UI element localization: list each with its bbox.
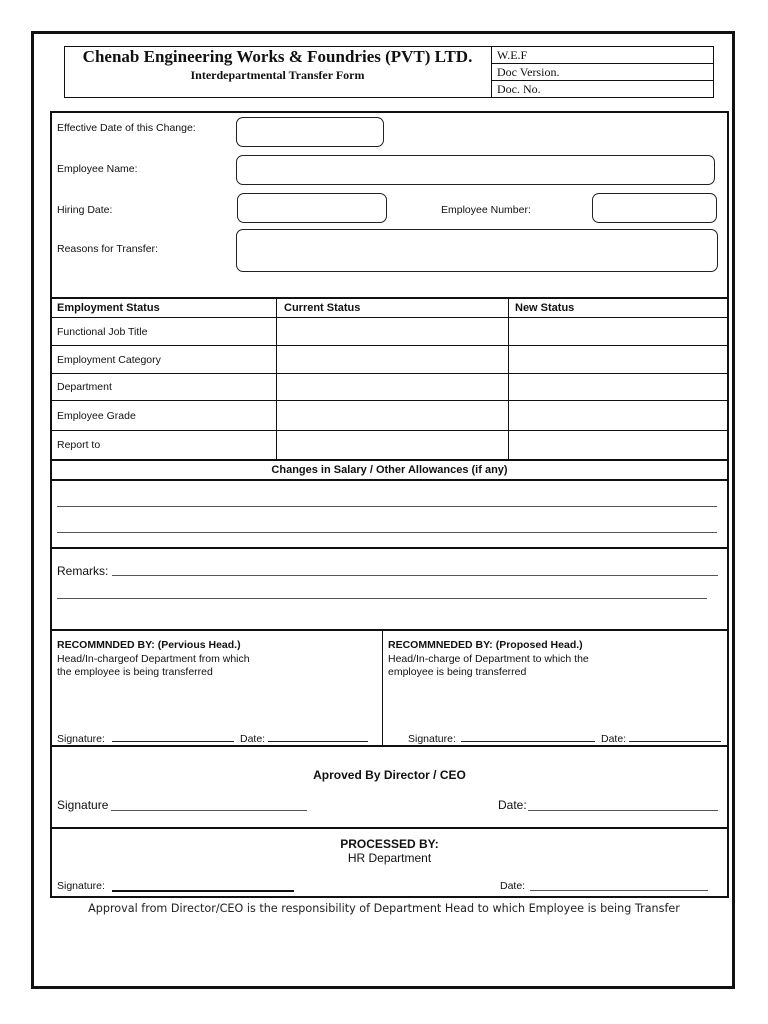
proposed-signature-label: Signature: [408,733,456,745]
col-header-new-status: New Status [515,302,575,314]
salary-header-line [50,479,729,481]
employee-name-field[interactable] [236,155,715,185]
table-top-line [50,297,729,299]
recommended-proposed-line2: employee is being transferred [388,666,527,678]
effective-date-label: Effective Date of this Change: [57,122,196,134]
approval-title: Aproved By Director / CEO [313,768,466,782]
proposed-date-label: Date: [601,733,627,745]
employee-number-field[interactable] [592,193,717,223]
processed-signature-line[interactable] [112,890,294,892]
remarks-top-line [50,547,729,549]
wef-label: W.E.F [497,48,528,62]
effective-date-field[interactable] [236,117,384,147]
remarks-label: Remarks: [57,564,109,578]
approval-top-line [50,745,729,747]
remarks-line[interactable] [57,598,707,599]
table-row-line [50,317,729,318]
table-col-line [276,298,277,460]
salary-top-line [50,459,729,461]
table-row-line [50,430,729,431]
recommend-top-line [50,629,729,631]
row-functional-job-title: Functional Job Title [57,326,148,338]
recommended-proposed-title: RECOMMNEDED BY: (Proposed Head.) [388,639,583,651]
salary-line[interactable] [57,532,717,533]
row-employee-grade: Employee Grade [57,410,136,422]
recommended-prev-line1: Head/In-chargeof Department from which [57,653,250,665]
proposed-signature-line[interactable] [461,741,595,742]
reasons-label: Reasons for Transfer: [57,243,158,255]
processed-top-line [50,827,729,829]
approval-date-label: Date: [498,798,527,812]
proposed-date-line[interactable] [629,741,721,742]
doc-version-label: Doc Version. [497,65,560,79]
processed-signature-label: Signature: [57,880,105,892]
salary-line[interactable] [57,506,717,507]
processed-date-label: Date: [500,880,526,892]
doc-no-label: Doc. No. [497,82,541,96]
prev-date-line[interactable] [268,741,368,742]
employee-number-label: Employee Number: [441,204,531,216]
recommended-prev-title: RECOMMNDED BY: (Pervious Head.) [57,639,241,651]
table-row-line [50,345,729,346]
row-department: Department [57,381,112,393]
prev-signature-line[interactable] [112,741,234,742]
recommend-divider [382,630,383,746]
recommended-proposed-line1: Head/In-charge of Department to which the [388,653,589,665]
hiring-date-field[interactable] [237,193,387,223]
employee-name-label: Employee Name: [57,163,138,175]
reasons-field[interactable] [236,229,718,272]
prev-date-label: Date: [240,733,266,745]
approval-signature-line[interactable] [111,810,307,811]
form-title: Interdepartmental Transfer Form [190,68,365,82]
footer-note: Approval from Director/CEO is the responsibility of Department Head to which Employee is being Transfer [88,902,680,915]
processed-date-line[interactable] [530,890,708,891]
processed-title: PROCESSED BY: [340,837,439,851]
recommended-prev-line2: the employee is being transferred [57,666,213,678]
row-report-to: Report to [57,439,101,451]
approval-date-line[interactable] [528,810,718,811]
header-divider [491,46,492,98]
row-employment-category: Employment Category [57,354,161,366]
hiring-date-label: Hiring Date: [57,204,113,216]
col-header-current-status: Current Status [284,302,361,314]
salary-title: Changes in Salary / Other Allowances (if any) [271,464,508,476]
table-row-line [50,373,729,374]
processed-department: HR Department [347,851,432,865]
remarks-line[interactable] [112,575,718,576]
prev-signature-label: Signature: [57,733,105,745]
company-name: Chenab Engineering Works & Foundries (PVT) LTD. [82,47,473,66]
col-header-employment-status: Employment Status [57,302,160,314]
table-row-line [50,400,729,401]
approval-signature-label: Signature [57,798,109,812]
table-col-line [508,298,509,460]
